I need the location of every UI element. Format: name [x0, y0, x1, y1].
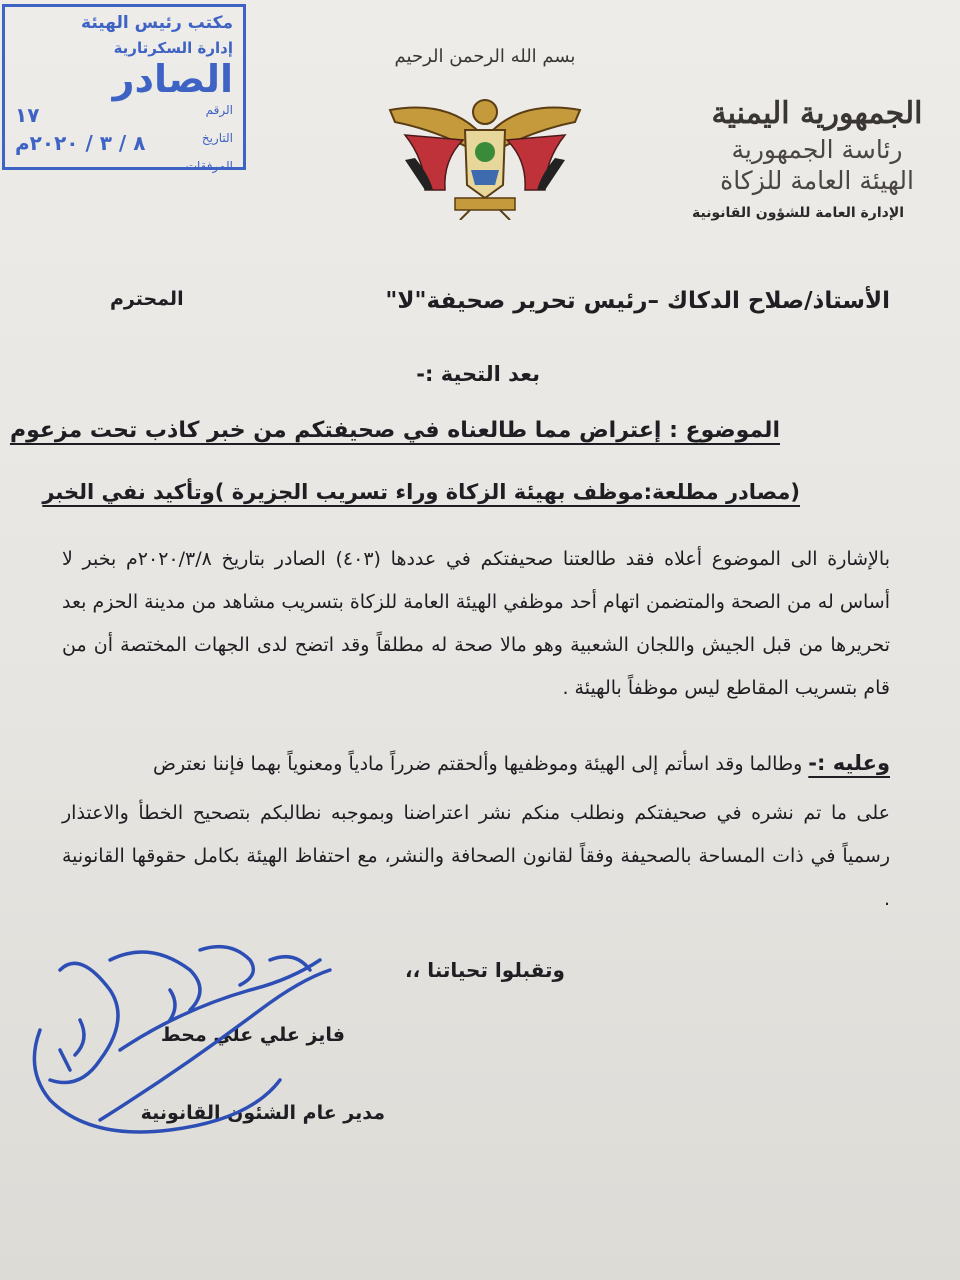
outgoing-stamp — [2, 4, 246, 173]
stamp-office: مكتب رئيس الهيئة — [81, 13, 233, 33]
signatory-name: فايز علي علي محط — [160, 1024, 345, 1046]
letterhead-country: الجمهورية اليمنية — [711, 96, 923, 131]
respect-title: المحترم — [110, 288, 184, 310]
letterhead-authority: الهيئة العامة للزكاة — [720, 166, 914, 195]
stamp-number-row — [15, 103, 233, 127]
subject-line-1: الموضوع : إعتراض مما طالعناه في صحيفتكم من خبر كاذب تحت مزعوم — [9, 418, 780, 443]
stamp-date-value: ٨ / ٣ / ٢٠٢٠م — [15, 131, 146, 155]
stamp-number-value: ١٧ — [15, 103, 40, 127]
stamp-title: الصادر — [112, 57, 233, 101]
paragraph-1: بالإشارة الى الموضوع أعلاه فقد طالعتنا صحيفتكم في عددها (٤٠٣) الصادر بتاريخ ٢٠٢٠/٣/٨م بخبر لا أساس له من الصحة والمتضمن اتهام أحد موظفي الهيئة العامة للزكاة بتسريب مشاهد من مدينة الحزم بعد تحريرها من قبل الجيش واللجان الشعبية وهو مالا صحة له مطلقاً وقد اتضح لدى الجهات المختصة أن من قام بتسريب المقاطع ليس موظفاً بالهيئة . — [62, 548, 890, 699]
letterhead — [692, 96, 932, 221]
paragraph-2-first — [62, 742, 890, 786]
basmala: بسم الله الرحمن الرحيم — [394, 46, 576, 67]
closing: وتقبلوا تحياتنا ،، — [405, 958, 565, 982]
stamp-attachments-label: المرفقات — [185, 159, 233, 173]
stamp-dept: إدارة السكرتارية — [113, 39, 233, 57]
letterhead-presidency: رئاسة الجمهورية — [731, 135, 903, 164]
addressee: الأستاذ/صلاح الدكاك –رئيس تحرير صحيفة"لا" — [385, 288, 890, 314]
yemen-eagle-emblem-icon — [385, 90, 585, 220]
stamp-attachments-row — [15, 159, 233, 173]
paragraph-2-rest: على ما تم نشره في صحيفتكم ونطلب منكم نشر اعتراضنا وبموجبه نطالبكم بتصحيح الخطأ والاعتذار رسمياً في ذات المساحة بالصحيفة وفقاً لقانون الصحافة والنشر، مع احتفاظ الهيئة بكامل حقوقها القانونية . — [62, 802, 890, 910]
greeting: بعد التحية :- — [416, 362, 540, 386]
paragraph-2-first-text: وطالما وقد اسأتم إلى الهيئة وموظفيها وألحقتم ضرراً مادياً ومعنوياً بهما فإننا نعترض — [153, 753, 803, 775]
subject-line-2: (مصادر مطلعة:موظف بهيئة الزكاة وراء تسريب الجزيرة )وتأكيد نفي الخبر — [42, 480, 800, 504]
stamp-number-label: الرقم — [205, 103, 233, 117]
handwritten-signature — [20, 930, 350, 1160]
stamp-date-label: التاريخ — [201, 131, 233, 145]
signatory-title: مدير عام الشئون القانونية — [140, 1102, 385, 1124]
paragraph-2-lead: وعليه :- — [808, 751, 890, 775]
letterhead-department: الإدارة العامة للشؤون القانونية — [692, 205, 905, 221]
stamp-date-row — [15, 131, 233, 155]
